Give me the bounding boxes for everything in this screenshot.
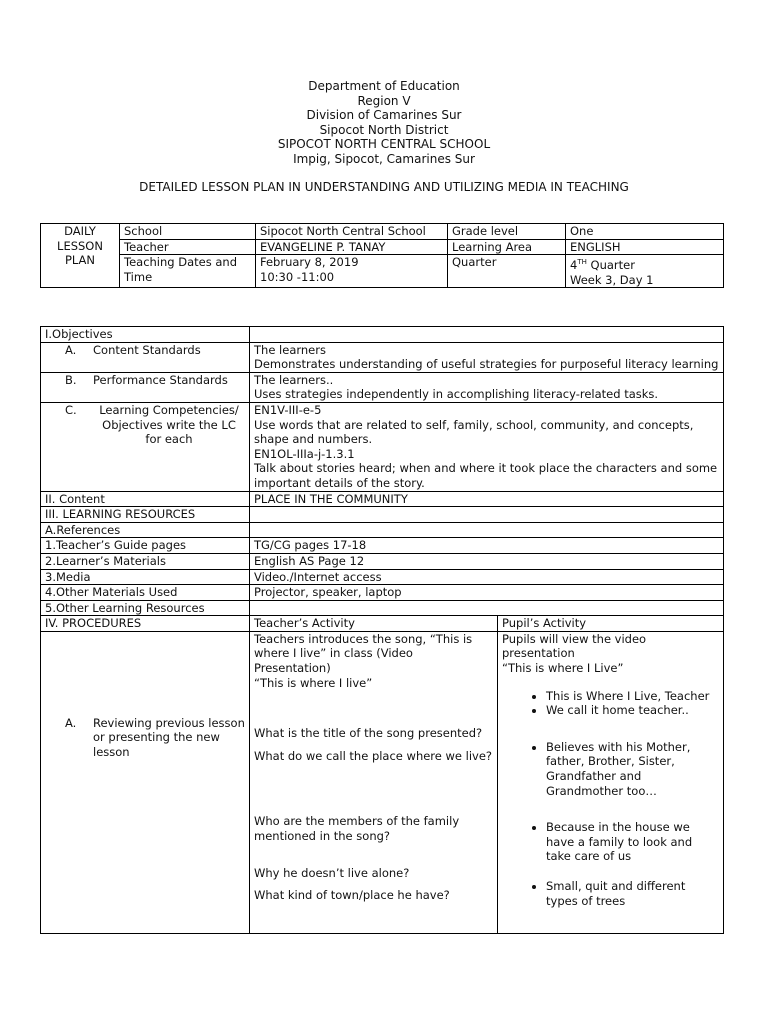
- quarter-suffix: TH: [577, 258, 587, 267]
- media-value: Video./Internet access: [250, 569, 724, 585]
- school-label: School: [120, 224, 256, 240]
- document-header: [0, 79, 768, 166]
- pupil-activity-item: “This is where I Live”: [502, 661, 624, 676]
- teacher-activity-heading: Teacher’s Activity: [250, 616, 498, 632]
- quarter-label: Quarter: [448, 255, 566, 288]
- week-value: Week 3, Day 1: [570, 272, 654, 287]
- pupil-answers-list: [502, 689, 719, 909]
- list-item: • This is Where I Live, Teacher: [546, 689, 719, 704]
- daily-lesson-plan-label: DAILY LESSON PLAN: [41, 224, 120, 288]
- pupil-activity-heading: Pupil’s Activity: [498, 616, 724, 632]
- other-materials-label: 4.Other Materials Used: [41, 585, 250, 601]
- header-line: Sipocot North District: [319, 122, 449, 137]
- info-table: [40, 223, 724, 288]
- item-letter: A.: [65, 715, 77, 730]
- item-letter: C.: [65, 402, 77, 417]
- references-heading: A.References: [41, 522, 250, 538]
- teacher-activity-item: Why he doesn’t live alone?: [254, 865, 410, 880]
- teacher-activity-item: “This is where I live”: [254, 675, 373, 690]
- teachers-guide-label: 1.Teacher’s Guide pages: [41, 538, 250, 554]
- learners-materials-value: English AS Page 12: [250, 553, 724, 569]
- grade-label: Grade level: [448, 224, 566, 240]
- header-line: Impig, Sipocot, Camarines Sur: [293, 151, 475, 166]
- content-value: PLACE IN THE COMMUNITY: [250, 491, 724, 507]
- list-item: • Because in the house we have a family to look and take care of us: [546, 820, 719, 864]
- header-line: SIPOCOT NORTH CENTRAL SCHOOL: [277, 137, 491, 151]
- teacher-activity-cell: [250, 631, 498, 933]
- list-item: • We call it home teacher..: [546, 703, 719, 718]
- header-line: Region V: [357, 93, 411, 108]
- list-item: • Believes with his Mother, father, Brother, Sister, Grandfather and Grandmother too…: [546, 740, 719, 798]
- procedures-heading: IV. PROCEDURES: [41, 616, 250, 632]
- other-resources-label: 5.Other Learning Resources: [41, 600, 250, 616]
- pupil-activity-cell: [498, 631, 724, 933]
- date-value: February 8, 2019: [260, 255, 359, 270]
- teacher-value: EVANGELINE P. TANAY: [256, 239, 448, 255]
- performance-standards-label: B. Performance Standards: [41, 372, 250, 402]
- quarter-word: Quarter: [590, 258, 635, 273]
- teacher-activity-item: What is the title of the song presented?: [254, 726, 483, 741]
- content-standards-value: The learners Demonstrates understanding of useful strategies for purposeful literacy learning: [250, 342, 724, 372]
- teacher-activity-item: Teachers introduces the song, “This is where I live” in class (Video Presentation): [254, 631, 473, 676]
- time-value: 10:30 -11:00: [260, 269, 335, 284]
- learning-resources-heading: III. LEARNING RESOURCES: [41, 507, 250, 523]
- pupil-activity-item: Pupils will view the video presentation: [502, 631, 647, 661]
- learning-competencies-label: C. Learning Competencies/ Objectives write the LC for each: [41, 402, 250, 491]
- learners-materials-label: 2.Learner’s Materials: [41, 553, 250, 569]
- grade-value: One: [566, 224, 724, 240]
- learning-competencies-value: EN1V-III-e-5 Use words that are related to self, family, school, community, and concepts, shape and numbers. EN1OL-IIIa-j-1.3.1 Talk about stories heard; when and where it took place the characters and some important details of the story.: [250, 402, 724, 491]
- area-label: Learning Area: [448, 239, 566, 255]
- dates-value: [256, 255, 448, 288]
- item-letter: B.: [65, 372, 77, 387]
- teacher-activity-item: What kind of town/place he have?: [254, 888, 450, 903]
- objectives-heading: I.Objectives: [41, 327, 250, 343]
- teachers-guide-value: TG/CG pages 17-18: [250, 538, 724, 554]
- review-lesson-label: A. Reviewing previous lesson or presenting the new lesson: [41, 631, 250, 933]
- lesson-plan-table: [40, 326, 724, 934]
- list-item: • Small, quit and different types of trees: [546, 879, 719, 908]
- header-line: Division of Camarines Sur: [306, 108, 462, 122]
- media-label: 3.Media: [41, 569, 250, 585]
- header-line: Department of Education: [308, 79, 460, 93]
- quarter-value: [566, 255, 724, 288]
- quarter-number: 4: [570, 258, 578, 273]
- other-materials-value: Projector, speaker, laptop: [250, 585, 724, 601]
- area-value: ENGLISH: [566, 239, 724, 255]
- teacher-activity-item: Who are the members of the family mentioned in the song?: [254, 814, 460, 844]
- teacher-label: Teacher: [120, 239, 256, 255]
- school-value: Sipocot North Central School: [256, 224, 448, 240]
- performance-standards-value: The learners.. Uses strategies independently in accomplishing literacy-related tasks.: [250, 372, 724, 402]
- content-standards-label: A. Content Standards: [41, 342, 250, 372]
- content-heading: II. Content: [41, 491, 250, 507]
- item-letter: A.: [65, 342, 77, 357]
- dates-label: Teaching Dates and Time: [120, 255, 256, 288]
- document-title: DETAILED LESSON PLAN IN UNDERSTANDING AND UTILIZING MEDIA IN TEACHING: [139, 180, 629, 194]
- teacher-activity-item: What do we call the place where we live?: [254, 748, 493, 763]
